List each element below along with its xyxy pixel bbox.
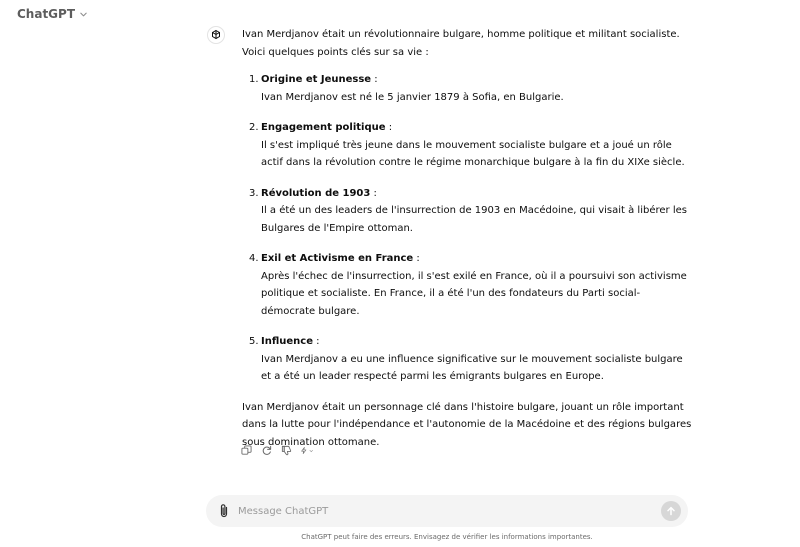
lightning-icon	[300, 445, 308, 456]
point-text: Il a été un des leaders de l'insurrection de 1903 en Macédoine, qui visait à libérer les Bulgares de l'Empire ottoman.	[261, 205, 687, 234]
point-text: Après l'échec de l'insurrection, il s'est exilé en France, où il a poursuivi son activisme politique et socialiste. En France, il a été l'un des fondateurs du Parti social-démocrate bulgare.	[261, 270, 687, 317]
list-item: 5. Influence : Ivan Merdjanov a eu une influence significative sur le mouvement socialiste bulgare et a été un leader respecté parmi les émigrants bulgares en Europe.	[249, 336, 683, 382]
point-title: Exil et Activisme en France	[261, 253, 414, 264]
model-selector-button[interactable]	[17, 7, 88, 21]
chevron-down-icon	[309, 448, 314, 454]
openai-logo-icon	[210, 29, 222, 41]
disclaimer-text: ChatGPT peut faire des erreurs. Envisagez de vérifier les informations importantes.	[301, 533, 593, 541]
switch-model-button[interactable]	[300, 444, 313, 457]
paperclip-icon[interactable]	[217, 503, 231, 519]
point-text: Ivan Merdjanov a eu une influence significative sur le mouvement socialiste bulgare et a été un leader respecté parmi les émigrants bulgares en Europe.	[261, 353, 683, 382]
send-button[interactable]	[661, 501, 681, 521]
copy-icon	[241, 445, 252, 456]
message-action-bar	[240, 444, 313, 457]
arrow-up-icon	[666, 506, 676, 516]
chevron-down-icon	[79, 10, 88, 19]
model-name: ChatGPT	[17, 7, 76, 21]
list-item: 1. Origine et Jeunesse : Ivan Merdjanov est né le 5 janvier 1879 à Sofia, en Bulgarie.	[249, 74, 564, 103]
key-points-list	[242, 71, 692, 386]
point-text: Il s'est impliqué très jeune dans le mouvement socialiste bulgare et a joué un rôle actif dans la révolution contre le régime monarchique bulgare à la fin du XIXe siècle.	[261, 139, 685, 168]
copy-button[interactable]	[240, 444, 253, 457]
point-title: Origine et Jeunesse	[261, 74, 372, 85]
thumbs-down-button[interactable]	[280, 444, 293, 457]
point-title: Engagement politique	[261, 122, 386, 133]
message-conclusion: Ivan Merdjanov était un personnage clé dans l'histoire bulgare, jouant un rôle important dans la lutte pour l'indépendance et l'autonomie de la Macédoine et des régions bulgares sous domination ottomane.	[242, 401, 692, 448]
list-item: 3. Révolution de 1903 : Il a été un des leaders de l'insurrection de 1903 en Macédoine, qui visait à libérer les Bulgares de l'Empire ottoman.	[249, 187, 687, 234]
assistant-avatar	[207, 26, 225, 44]
message-composer	[206, 495, 688, 527]
point-text: Ivan Merdjanov est né le 5 janvier 1879 à Sofia, en Bulgarie.	[261, 91, 564, 103]
point-title: Influence	[261, 336, 313, 347]
list-item: 2. Engagement politique : Il s'est impliqué très jeune dans le mouvement socialiste bulgare et a joué un rôle actif dans la révolution contre le régime monarchique bulgare à la fin du XIXe siècle.	[249, 122, 685, 168]
list-item: 4. Exil et Activisme en France : Après l'échec de l'insurrection, il s'est exilé en France, où il a poursuivi son activisme politique et socialiste. En France, il a été l'un des fondateurs du Parti social-démocrate bulgare.	[249, 253, 687, 317]
point-title: Révolution de 1903	[261, 187, 371, 199]
message-intro: Ivan Merdjanov était un révolutionnaire bulgare, homme politique et militant socialiste. Voici quelques points clés sur sa vie :	[242, 29, 680, 58]
assistant-message	[242, 26, 692, 451]
message-input[interactable]	[238, 502, 638, 520]
thumbs-down-icon	[281, 445, 292, 456]
regenerate-button[interactable]	[260, 444, 273, 457]
regenerate-icon	[261, 445, 272, 456]
